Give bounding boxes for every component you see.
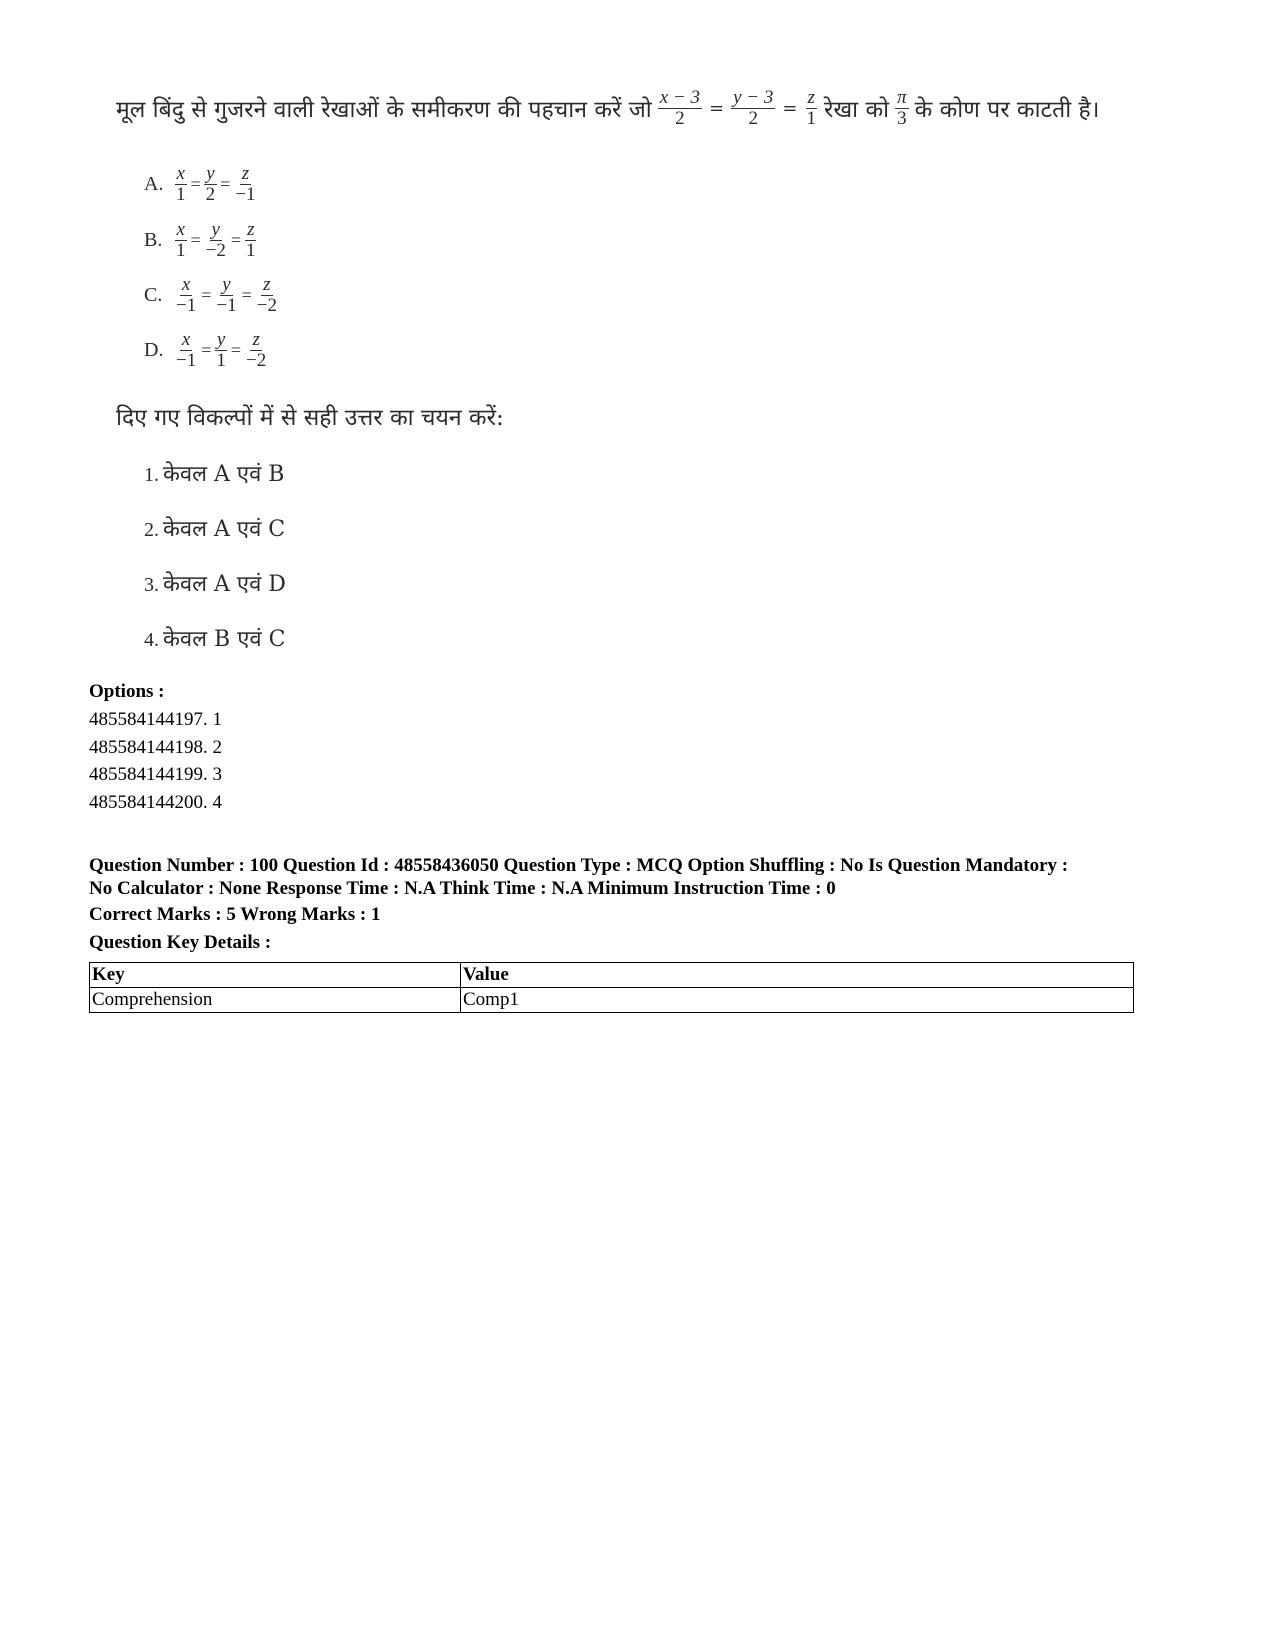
choice-1: 1. केवल A एवं B <box>144 462 285 487</box>
line-eq-frac-z: $\frac{z}{1}$ <box>806 87 816 129</box>
question-text-after: के कोण पर काटती है। <box>914 97 1100 124</box>
key-cell: Comprehension <box>90 988 461 1013</box>
key-header: Key <box>90 963 461 988</box>
question-text-middle: रेखा को <box>823 97 890 124</box>
option-item: 485584144200. 4 <box>89 791 222 813</box>
question-image <box>110 78 1170 688</box>
question-meta-line1: Question Number : 100 Question Id : 48558436050 Question Type : MCQ Option Shuffling : No Is Question Mandatory : <box>89 855 1069 876</box>
value-header: Value <box>461 963 1134 988</box>
angle-frac: $\frac{\pi}{3}$ <box>897 87 907 129</box>
instruction-text: दिए गए विकल्पों में से सही उत्तर का चयन करें: <box>116 405 504 431</box>
table-row <box>90 988 1134 1013</box>
option-item: 485584144199. 3 <box>89 764 222 785</box>
question-meta-line2: No Calculator : None Response Time : N.A Think Time : N.A Minimum Instruction Time : 0 <box>89 878 836 899</box>
choice-3: 3. केवल A एवं D <box>144 572 286 597</box>
options-list <box>89 706 222 816</box>
statement-b: B. $\frac{x}{1}$ = $\frac{y}{-2}$ = $\frac{z}{1}$ <box>144 219 256 261</box>
statement-c: C. $\frac{x}{-1}$ = $\frac{y}{-1}$ = $\frac{z}{-2}$ <box>144 274 277 316</box>
option-item: 485584144198. 2 <box>89 736 222 758</box>
question-meta <box>89 854 1068 900</box>
key-table <box>89 962 1134 1013</box>
option-item: 485584144197. 1 <box>89 709 222 730</box>
question-text: मूल बिंदु से गुजरने वाली रेखाओं के समीकरण की पहचान करें जो $\frac{x - 3}{2}$ = $\frac{y - 3}{2}$ = $\frac{z}{1}$ रेखा को $\frac{\pi}{3}$ के कोण पर काटती है। <box>116 87 1100 129</box>
key-details-heading: Question Key Details : <box>89 932 272 953</box>
line-eq-frac-x: $\frac{x - 3}{2}$ <box>659 87 700 129</box>
statement-d: D. $\frac{x}{-1}$ = $\frac{y}{1}$ = $\frac{z}{-2}$ <box>144 329 267 371</box>
options-heading: Options : <box>89 681 165 702</box>
choice-2: 2. केवल A एवं C <box>144 517 286 542</box>
key-table-header <box>90 963 1134 988</box>
statement-a: A. $\frac{x}{1}$ = $\frac{y}{2}$ = $\frac{z}{-1}$ <box>144 163 256 205</box>
value-cell: Comp1 <box>461 988 1134 1013</box>
line-eq-frac-y: $\frac{y - 3}{2}$ <box>733 87 774 129</box>
choice-4: 4. केवल B एवं C <box>144 627 286 652</box>
question-text-before: मूल बिंदु से गुजरने वाली रेखाओं के समीकरण की पहचान करें जो <box>116 97 652 124</box>
marks-text: Correct Marks : 5 Wrong Marks : 1 <box>89 904 381 925</box>
